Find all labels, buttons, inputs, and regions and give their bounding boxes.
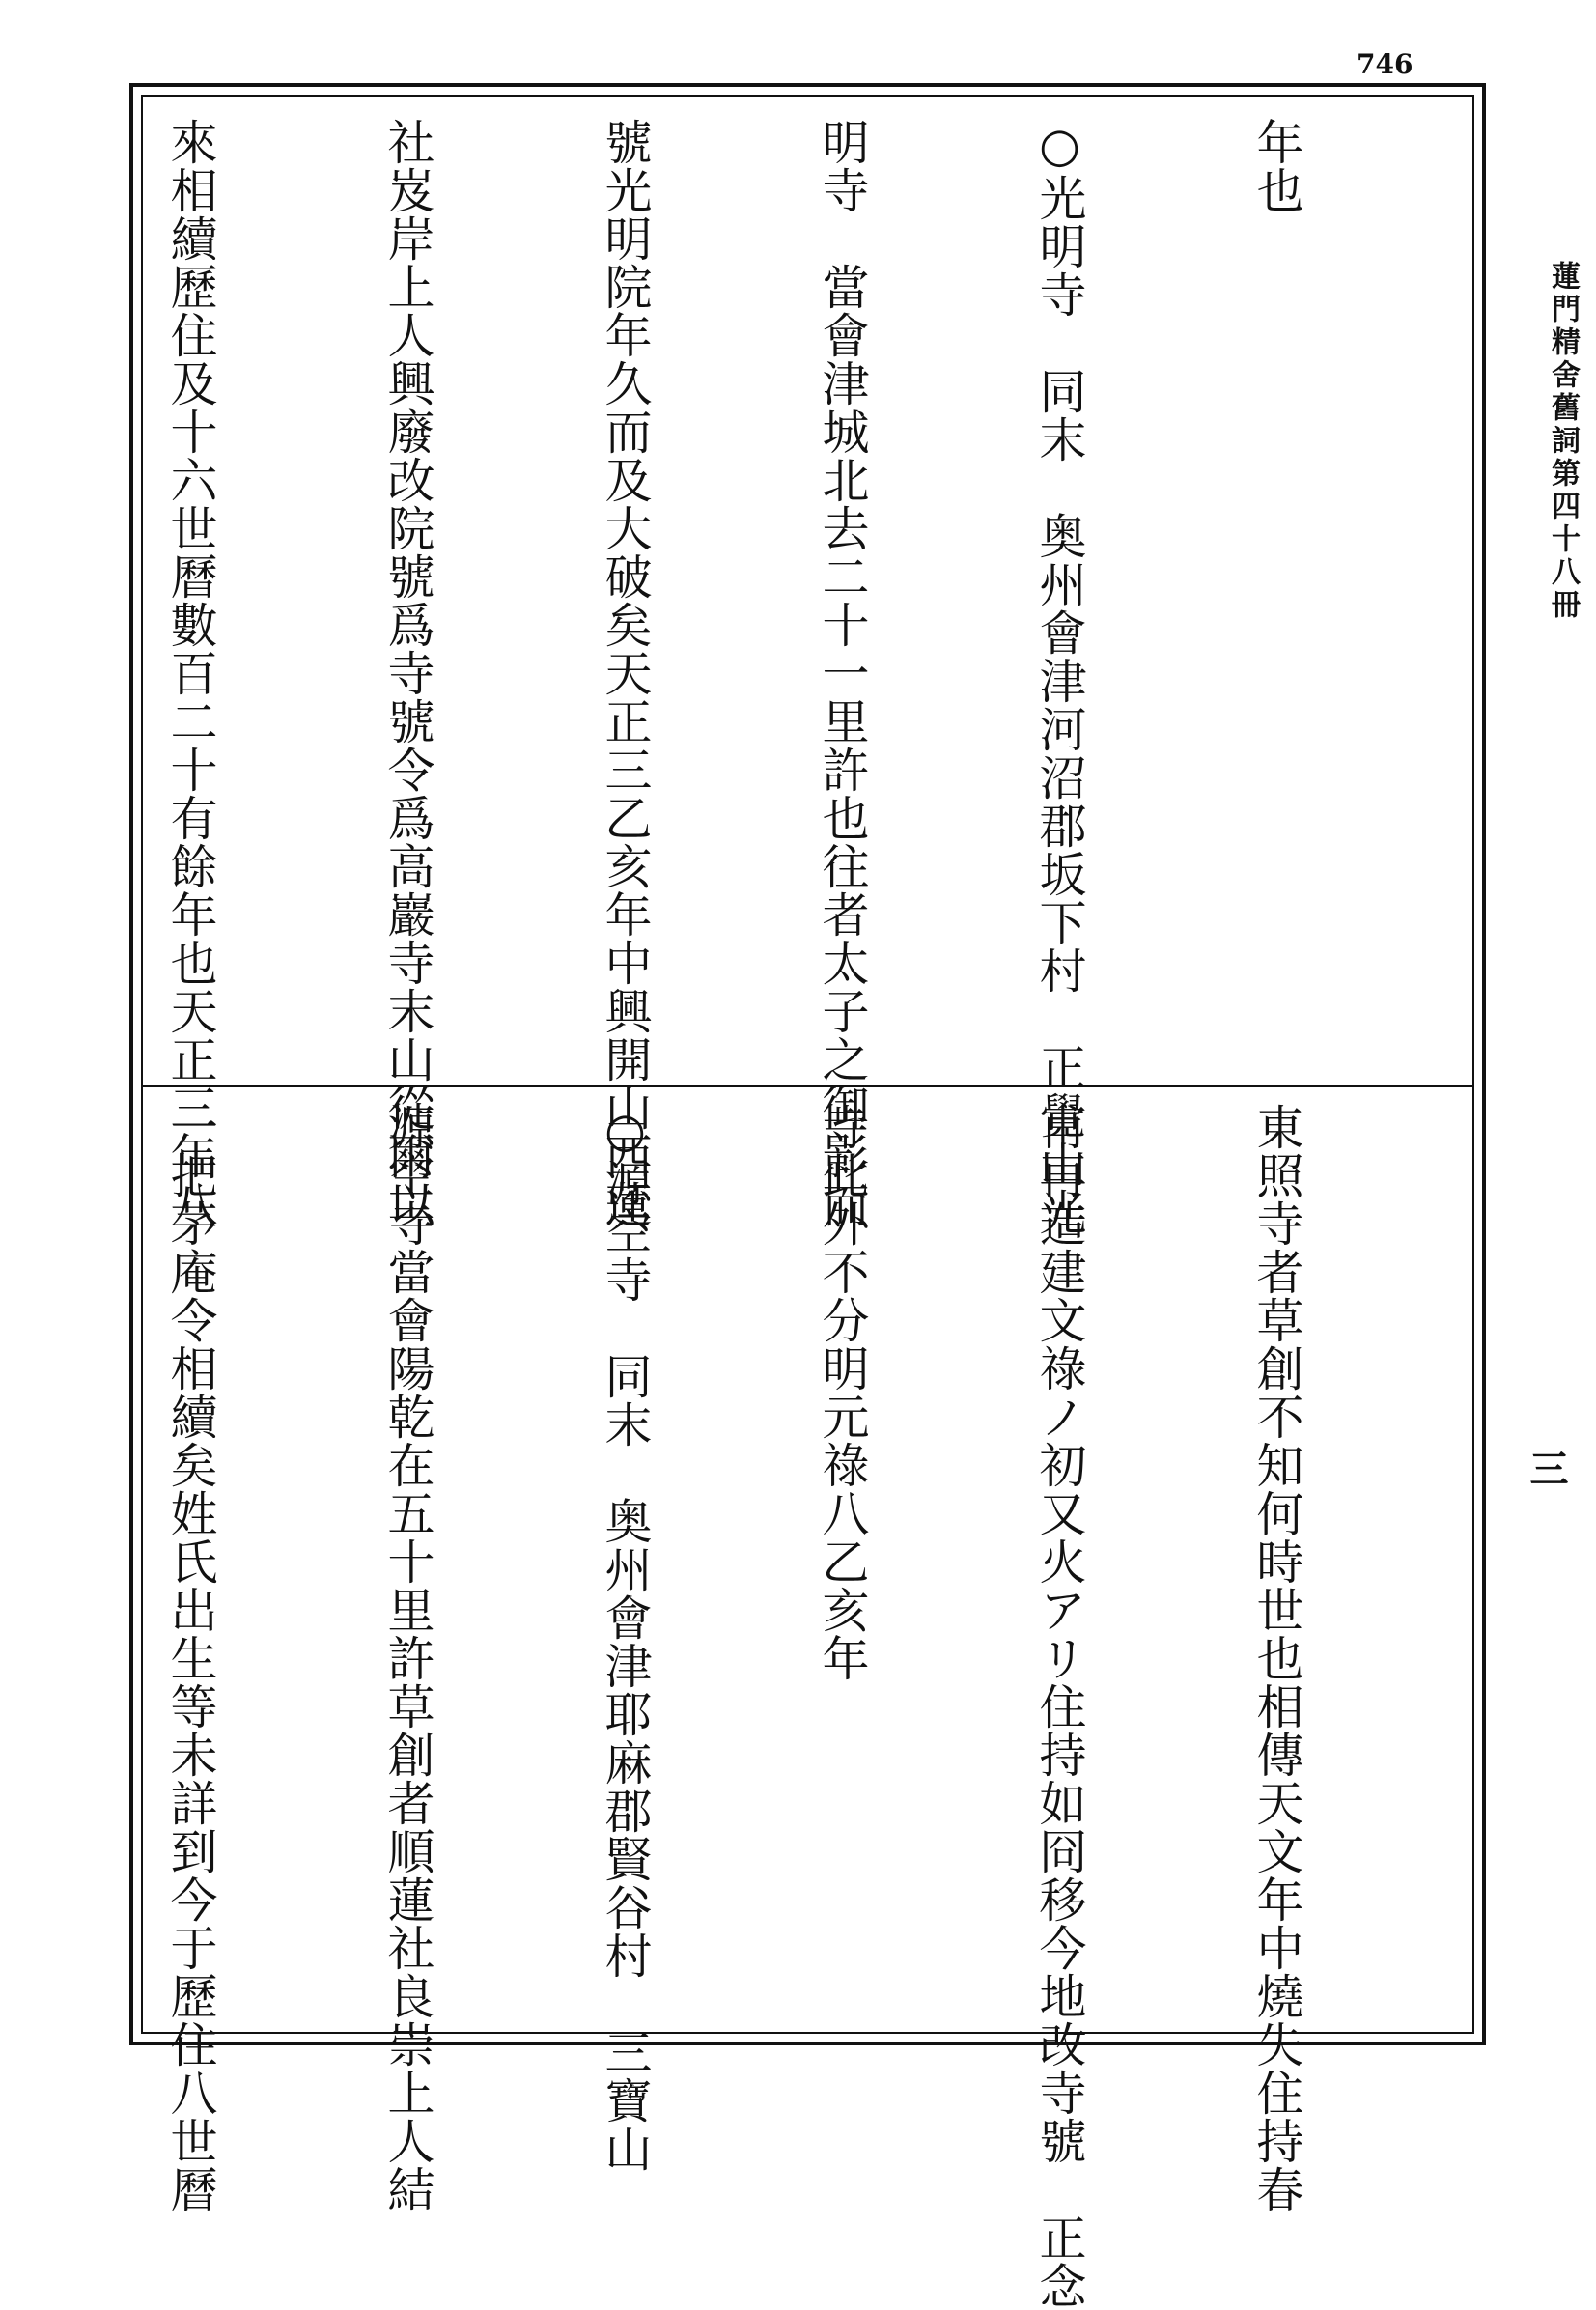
text-column: 寺此外不分明元祿八乙亥年 bbox=[815, 1103, 870, 1682]
text-column: 甫再造建文祿ノ初又火アリ住持如冏移今地改寺號 正念 bbox=[1032, 1103, 1087, 2310]
text-column: 一把茅庵令相續矣姓氏出生等未詳到今于歷住八世曆 bbox=[163, 1103, 218, 2213]
folio-number: 三 bbox=[1524, 1449, 1569, 1487]
running-head: 蓮門精舍舊詞第四十八冊 bbox=[1546, 261, 1580, 622]
section-divider bbox=[141, 1085, 1474, 1087]
lower-text-section bbox=[154, 1103, 1458, 2310]
text-column: 明寺 當會津城北去二十一里許也往者太子之御影而 bbox=[815, 118, 870, 1228]
text-column: 年也 bbox=[1249, 118, 1304, 214]
text-column bbox=[0, 118, 10, 1074]
text-column bbox=[0, 1103, 10, 2025]
text-column: 東照寺者草創不知何時世也相傳天文年中燒失住持春 bbox=[1249, 1103, 1304, 2213]
text-column: 號光明院年久而及大破矣天正三乙亥年中興開山西蓮 bbox=[598, 118, 653, 1228]
text-column: 來相續歷住及十六世曆數百二十有餘年也天正三年八 bbox=[163, 118, 218, 1228]
text-column: ○光明寺 同末 奥州會津河沼郡坂下村 正覺山光 bbox=[1032, 118, 1087, 1236]
text-column: ○源空寺 同末 奥州會津耶麻郡賢谷村 三寶山 bbox=[598, 1103, 653, 2173]
text-column: 源空寺當會陽乾在五十里許草創者順蓮社良崇上人結 bbox=[380, 1103, 435, 2213]
page-number: 746 bbox=[1357, 48, 1414, 80]
text-column: 社岌岸上人興廢改院號爲寺號令爲高巖寺末山從爾以 bbox=[380, 118, 435, 1228]
upper-text-section bbox=[154, 118, 1458, 1236]
